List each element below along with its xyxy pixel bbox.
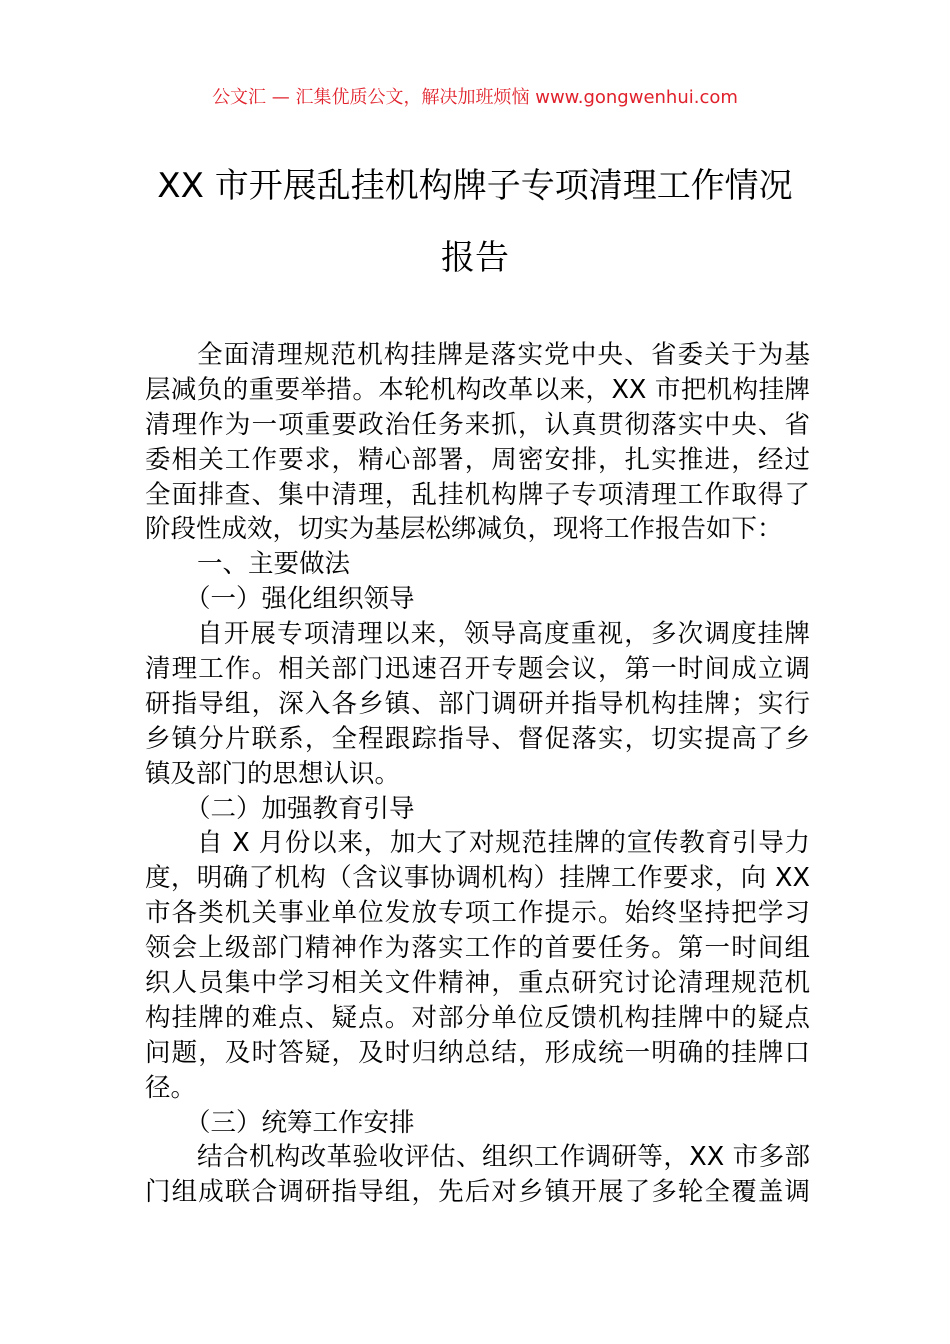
paragraph-intro-line: 委相关工作要求，精心部署，周密安排，扎实推进，经过 (145, 444, 810, 475)
paragraph-education-line: 织人员集中学习相关文件精神，重点研究讨论清理规范机 (145, 968, 810, 999)
section-heading-main-practices: 一、主要做法 (197, 549, 351, 580)
paragraph-education-line: 领会上级部门精神作为落实工作的首要任务。第一时间组 (145, 933, 810, 964)
paragraph-intro-line: 清理作为一项重要政治任务来抓，认真贯彻落实中央、省 (145, 409, 810, 440)
document-body (145, 338, 810, 1210)
paragraph-coordination-line: 结合机构改革验收评估、组织工作调研等，XX 市多部 (197, 1142, 810, 1173)
watermark-banner (0, 86, 950, 110)
paragraph-education-line: 构挂牌的难点、疑点。对部分单位反馈机构挂牌中的疑点 (145, 1002, 810, 1033)
paragraph-leadership-line: 清理工作。相关部门迅速召开专题会议，第一时间成立调 (145, 654, 810, 685)
title-line-2: 报告 (441, 238, 509, 278)
paragraph-education-line: 度，明确了机构（含议事协调机构）挂牌工作要求，向 XX (145, 863, 810, 894)
watermark-text: 公文汇 — 汇集优质公文，解决加班烦恼 www.gongwenhui.com (212, 87, 738, 108)
subheading-education-guidance: （二）加强教育引导 (185, 793, 415, 824)
paragraph-intro-line: 阶段性成效，切实为基层松绑减负，现将工作报告如下： (145, 514, 783, 545)
paragraph-intro-line: 全面清理规范机构挂牌是落实党中央、省委关于为基 (197, 340, 810, 370)
document-title (0, 150, 950, 294)
paragraph-leadership-line: 研指导组，深入各乡镇、部门调研并指导机构挂牌；实行 (145, 688, 810, 719)
subheading-strengthen-leadership: （一）强化组织领导 (185, 584, 415, 615)
paragraph-education-line: 径。 (145, 1072, 197, 1103)
paragraph-coordination-line: 门组成联合调研指导组，先后对乡镇开展了多轮全覆盖调 (145, 1177, 810, 1208)
paragraph-education-line: 自 X 月份以来，加大了对规范挂牌的宣传教育引导力 (197, 828, 810, 859)
paragraph-education-line: 市各类机关事业单位发放专项工作提示。始终坚持把学习 (145, 898, 810, 929)
subheading-coordinate-work: （三）统筹工作安排 (185, 1107, 415, 1138)
paragraph-leadership-line: 乡镇分片联系，全程跟踪指导、督促落实，切实提高了乡 (145, 723, 810, 754)
paragraph-intro-line: 全面排查、集中清理，乱挂机构牌子专项清理工作取得了 (145, 479, 810, 510)
title-line-1: XX 市开展乱挂机构牌子专项清理工作情况 (157, 166, 793, 206)
paragraph-leadership-line: 镇及部门的思想认识。 (145, 758, 401, 789)
paragraph-leadership-line: 自开展专项清理以来，领导高度重视，多次调度挂牌 (197, 619, 810, 650)
paragraph-education-line: 问题，及时答疑，及时归纳总结，形成统一明确的挂牌口 (145, 1037, 810, 1068)
paragraph-intro-line: 层减负的重要举措。本轮机构改革以来，XX 市把机构挂牌 (145, 374, 810, 405)
